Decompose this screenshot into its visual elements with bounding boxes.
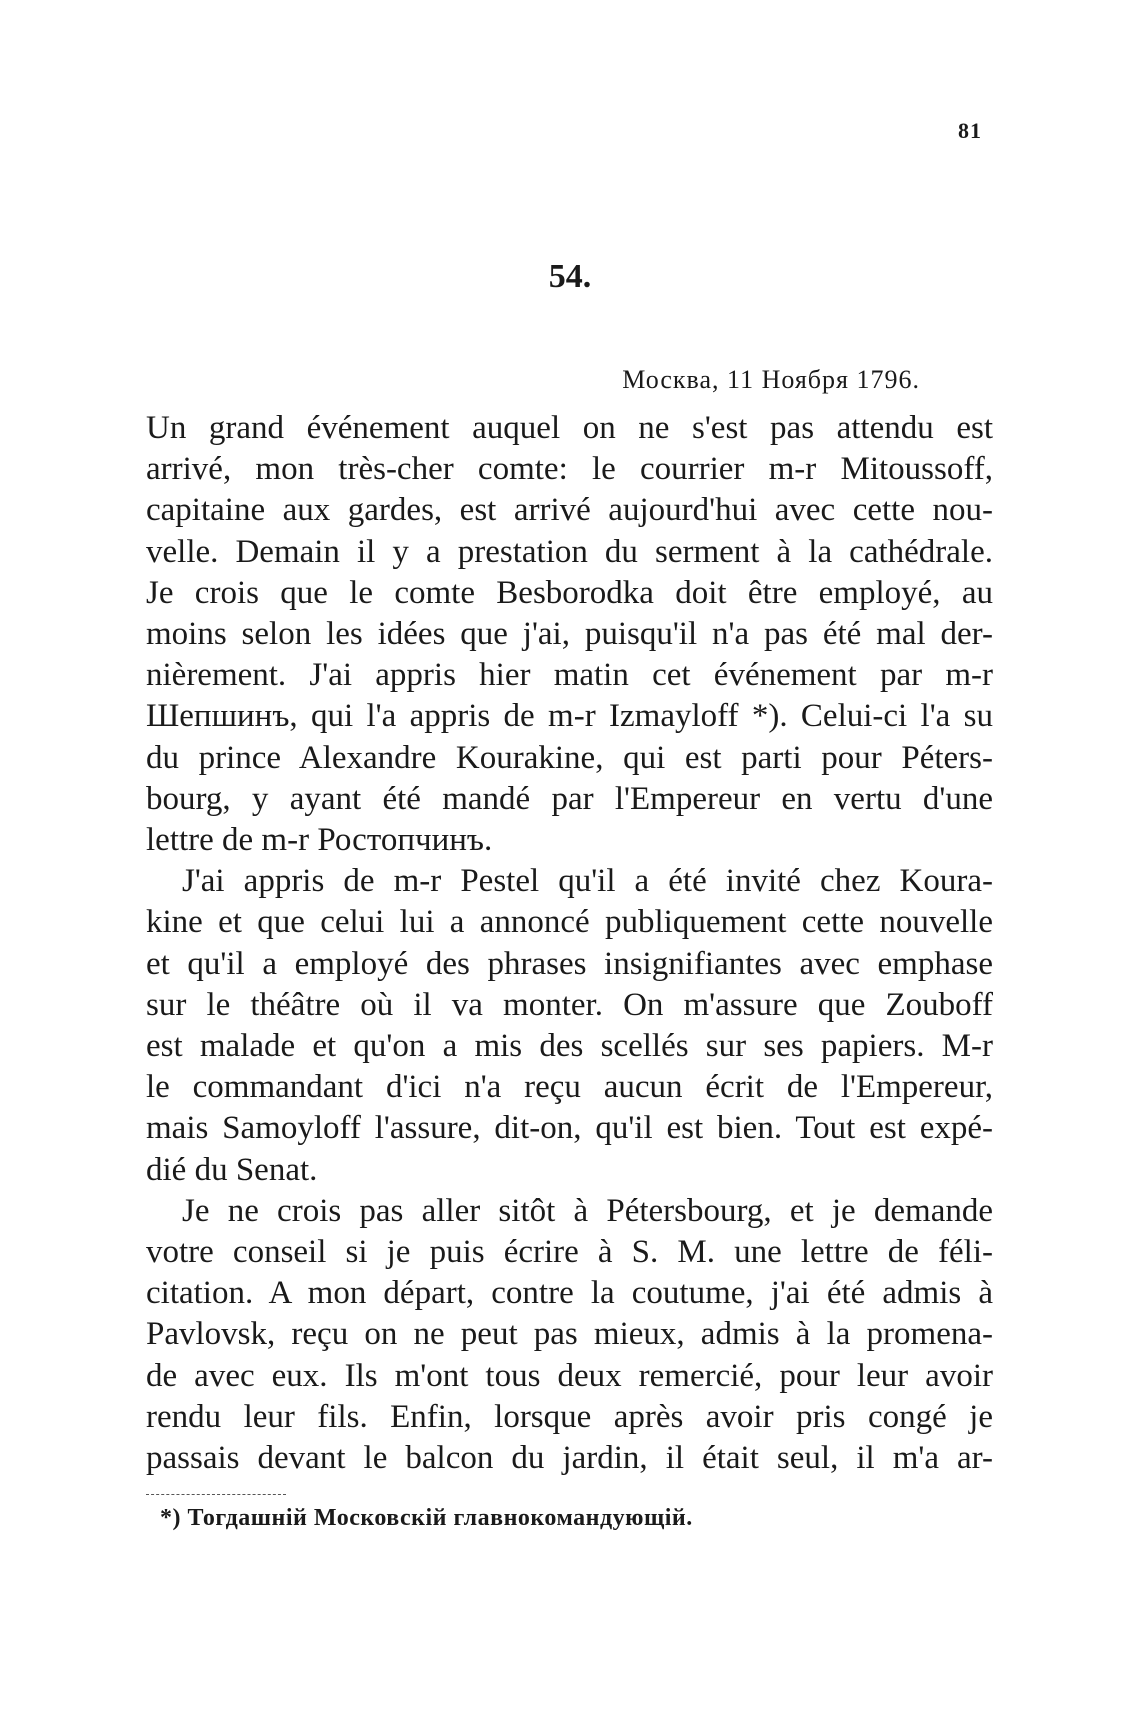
text-line: citation. A mon départ, contre la coutume, j'ai été admis à [146, 1275, 993, 1312]
text-line: velle. Demain il y a prestation du serment à la cathédrale. [146, 533, 993, 570]
paragraph-3 [146, 1191, 993, 1479]
text-line: bourg, y ayant été mandé par l'Empereur en vertu d'une [146, 780, 993, 817]
paragraph-1 [146, 408, 993, 861]
text-line: Je ne crois pas aller sitôt à Pétersbourg, et je demande [182, 1192, 993, 1229]
text-line: dié du Senat. [146, 1151, 318, 1188]
text-line: mais Samoyloff l'assure, dit-on, qu'il est bien. Tout est expé- [146, 1110, 993, 1147]
text-line: de avec eux. Ils m'ont tous deux remercié, pour leur avoir [146, 1357, 993, 1394]
text-line: du prince Alexandre Kourakine, qui est parti pour Péters- [146, 739, 993, 776]
text-line: Pavlovsk, reçu on ne peut pas mieux, admis à la promena- [146, 1316, 993, 1353]
text-line: passais devant le balcon du jardin, il était seul, il m'a ar- [146, 1440, 993, 1477]
page-number: 81 [958, 118, 982, 143]
paragraph-2 [146, 861, 993, 1191]
text-line: moins selon les idées que j'ai, puisqu'il n'a pas été mal der- [146, 616, 993, 653]
text-line: lettre de m-r Ростопчинъ. [146, 822, 493, 859]
footnote: *) Тогдашній Московскій главнокомандующій. [160, 1505, 693, 1531]
text-line: et qu'il a employé des phrases insignifiantes avec emphase [146, 945, 993, 982]
text-line: Un grand événement auquel on ne s'est pas attendu est [146, 410, 993, 446]
text-line: rendu leur fils. Enfin, lorsque après avoir pris congé je [146, 1398, 993, 1435]
text-line: kine et que celui lui a annoncé publiquement cette nouvelle [146, 904, 993, 941]
text-line: sur le théâtre où il va monter. On m'assure que Zouboff [146, 986, 993, 1023]
text-line: Шепшинъ, qui l'a appris de m-r Izmayloff *). Celui-ci l'a su [146, 698, 993, 735]
letter-body [146, 408, 993, 1479]
text-line: J'ai appris de m-r Pestel qu'il a été invité chez Koura- [182, 863, 993, 900]
letter-number: 54. [548, 258, 592, 295]
text-line: est malade et qu'on a mis des scellés sur ses papiers. M-r [146, 1028, 993, 1065]
text-line: arrivé, mon très-cher comte: le courrier m-r Mitoussoff, [146, 451, 993, 488]
footnote-divider [146, 1494, 286, 1495]
text-line: nièrement. J'ai appris hier matin cet événement par m-r [146, 657, 993, 694]
text-line: Je crois que le comte Besborodka doit être employé, au [146, 574, 993, 611]
text-line: votre conseil si je puis écrire à S. M. une lettre de féli- [146, 1234, 993, 1271]
text-line: capitaine aux gardes, est arrivé aujourd'hui avec cette nou- [146, 492, 993, 529]
dateline: Москва, 11 Ноября 1796. [622, 365, 920, 394]
text-line: le commandant d'ici n'a reçu aucun écrit de l'Empereur, [146, 1069, 993, 1106]
